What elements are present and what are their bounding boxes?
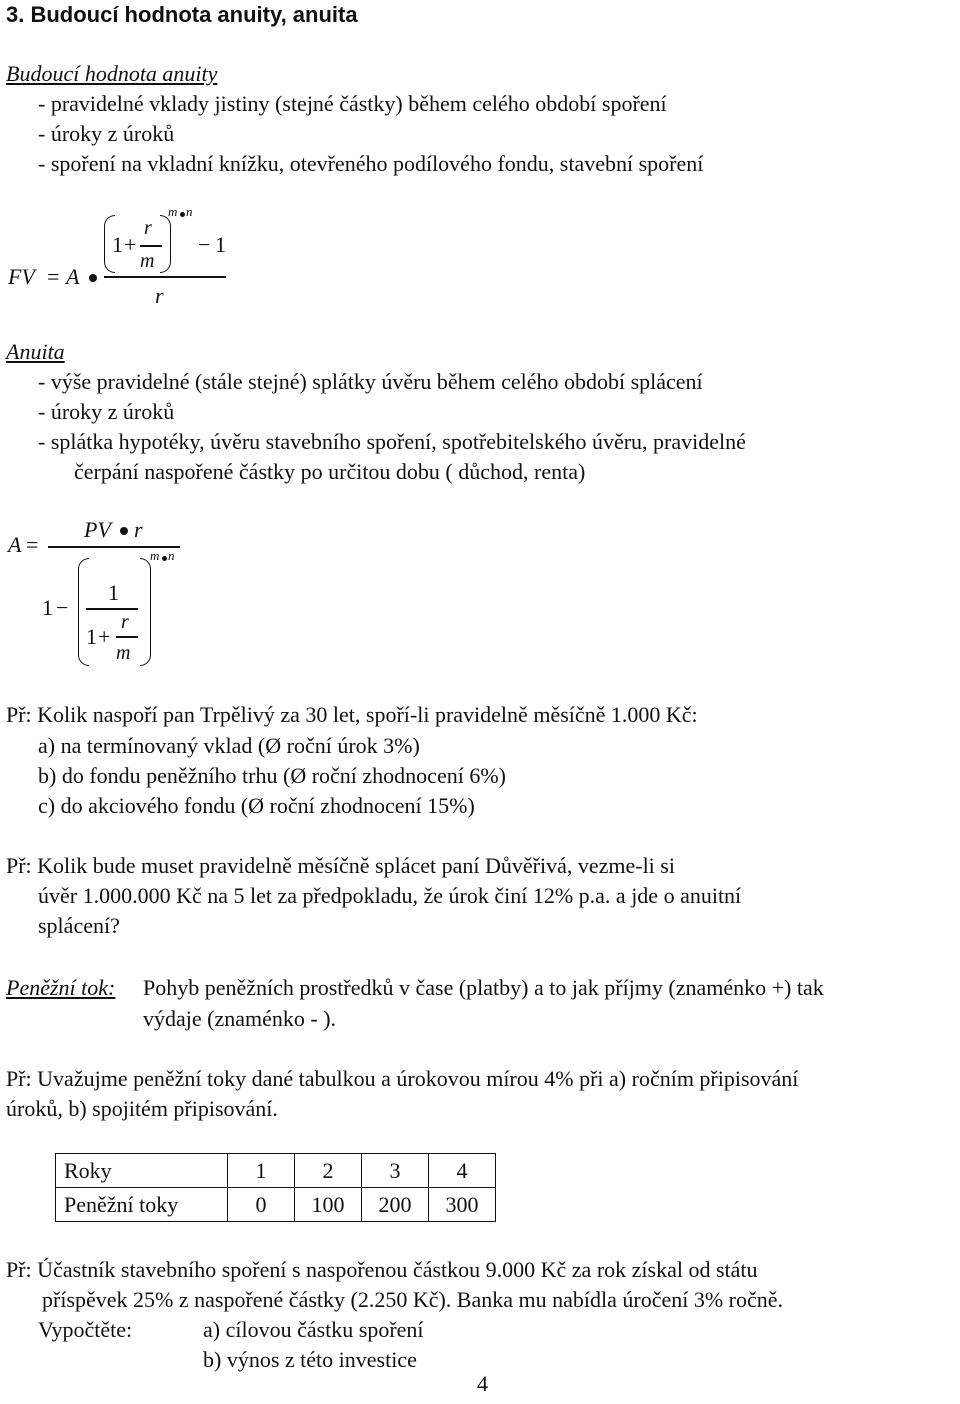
a-num-r: r [134, 517, 143, 542]
table-cell: 2 [295, 1154, 362, 1188]
main-fraction-line [48, 546, 180, 548]
fv-exp-m: m [168, 204, 178, 219]
fv-a: A [66, 264, 80, 289]
a-inner-r: r [121, 611, 129, 633]
a-num-pv: PV [84, 517, 111, 542]
example4-task-a: a) cílovou částku spoření [203, 1317, 424, 1342]
a-exp-n: n [168, 548, 175, 563]
table-cell: 1 [228, 1154, 295, 1188]
main-fraction-line [104, 276, 226, 278]
fv-denom: r [155, 283, 164, 308]
fv-inner-r: r [144, 217, 152, 239]
fv-bullet-3: - spoření na vkladní knížku, otevřeného podílového fondu, stavební spoření [38, 151, 704, 176]
fv-one2: 1 [215, 232, 226, 257]
example2-line-3: splácení? [38, 913, 120, 938]
fv-plus: + [124, 232, 137, 257]
table-cell: 0 [228, 1188, 295, 1222]
table-cell: 200 [362, 1188, 429, 1222]
example2-line-1: Př: Kolik bude muset pravidelně měsíčně splácet paní Důvěřivá, vezme-li si [6, 853, 675, 878]
fv-bullet-2: - úroky z úroků [38, 121, 175, 146]
example2-line-2: úvěr 1.000.000 Kč na 5 let za předpokladu, že úrok činí 12% p.a. a jde o anuitní [38, 883, 742, 908]
table-cell: 3 [362, 1154, 429, 1188]
table-cell: 4 [429, 1154, 496, 1188]
table-row-label-years: Roky [56, 1154, 228, 1188]
cash-flow-def-2: výdaje (znaménko - ). [143, 1006, 337, 1031]
example4-task-b: b) výnos z této investice [203, 1347, 417, 1372]
fv-lhs: FV [8, 264, 35, 289]
a-inner-num: 1 [108, 580, 119, 605]
fv-bullet-1: - pravidelné vklady jistiny (stejné částky) během celého období spoření [38, 91, 667, 116]
cash-flow-term: Peněžní tok: [6, 975, 116, 1000]
multiply-dot [120, 527, 128, 535]
inner-fraction-line [86, 608, 138, 610]
example4-task-label: Vypočtěte: [38, 1317, 133, 1342]
example4-line-2: příspěvek 25% z naspořené částky (2.250 Kč). Banka mu nabídla úročení 3% ročně. [42, 1287, 784, 1312]
fv-one: 1 [112, 232, 123, 257]
cash-flow-table [55, 1153, 496, 1222]
annuity-bullet-3: - splátka hypotéky, úvěru stavebního spoření, spotřebitelského úvěru, pravidelné [38, 429, 746, 454]
example1-item-a: a) na termínovaný vklad (Ø roční úrok 3%) [38, 733, 420, 758]
exponent-dot [162, 556, 167, 561]
annuity-bullet-2: - úroky z úroků [38, 399, 175, 424]
a-inner-one: 1 [86, 624, 97, 649]
exponent-dot [180, 212, 185, 217]
example1-item-b: b) do fondu peněžního trhu (Ø roční zhodnocení 6%) [38, 763, 506, 788]
a-plus: + [98, 624, 111, 649]
annuity-bullet-1: - výše pravidelné (stále stejné) splátky úvěru během celého období splácení [38, 369, 703, 394]
example1-item-c: c) do akciového fondu (Ø roční zhodnocení 15%) [38, 793, 475, 818]
table-row-label-cash-flows: Peněžní toky [56, 1188, 228, 1222]
fv-eq: = [47, 264, 60, 289]
example1-intro: Př: Kolik naspoří pan Trpělivý za 30 let, spoří-li pravidelně měsíčně 1.000 Kč: [6, 702, 698, 727]
table-row [56, 1188, 496, 1222]
annuity-heading: Anuita [6, 339, 65, 364]
page-number: 4 [477, 1371, 488, 1396]
fv-exp-n: n [186, 204, 193, 219]
table-cell: 300 [429, 1188, 496, 1222]
a-minus: − [56, 595, 69, 620]
multiply-dot [89, 274, 97, 282]
table-row [56, 1154, 496, 1188]
annuity-bullet-3-cont: čerpání naspořené částky po určitou dobu ( důchod, renta) [74, 459, 586, 484]
a-one: 1 [42, 595, 53, 620]
fv-minus: − [198, 232, 211, 257]
right-paren [160, 215, 171, 273]
example3-line-1: Př: Uvažujme peněžní toky dané tabulkou a úrokovou mírou 4% při a) ročním připisování [6, 1066, 799, 1091]
example4-line-1: Př: Účastník stavebního spoření s naspořenou částkou 9.000 Kč za rok získal od státu [6, 1257, 758, 1282]
table-cell: 100 [295, 1188, 362, 1222]
a-exp-m: m [150, 548, 160, 563]
cash-flow-def-1: Pohyb peněžních prostředků v čase (platby) a to jak příjmy (znaménko +) tak [143, 975, 824, 1000]
fv-inner-m: m [140, 250, 155, 272]
a-inner-m: m [116, 642, 131, 664]
page-title: 3. Budoucí hodnota anuity, anuita [6, 2, 358, 27]
a-lhs: A [8, 532, 22, 557]
right-paren [140, 558, 151, 666]
fv-heading: Budoucí hodnota anuity [6, 61, 218, 86]
a-eq: = [26, 532, 39, 557]
example3-line-2: úroků, b) spojitém připisování. [6, 1096, 278, 1121]
